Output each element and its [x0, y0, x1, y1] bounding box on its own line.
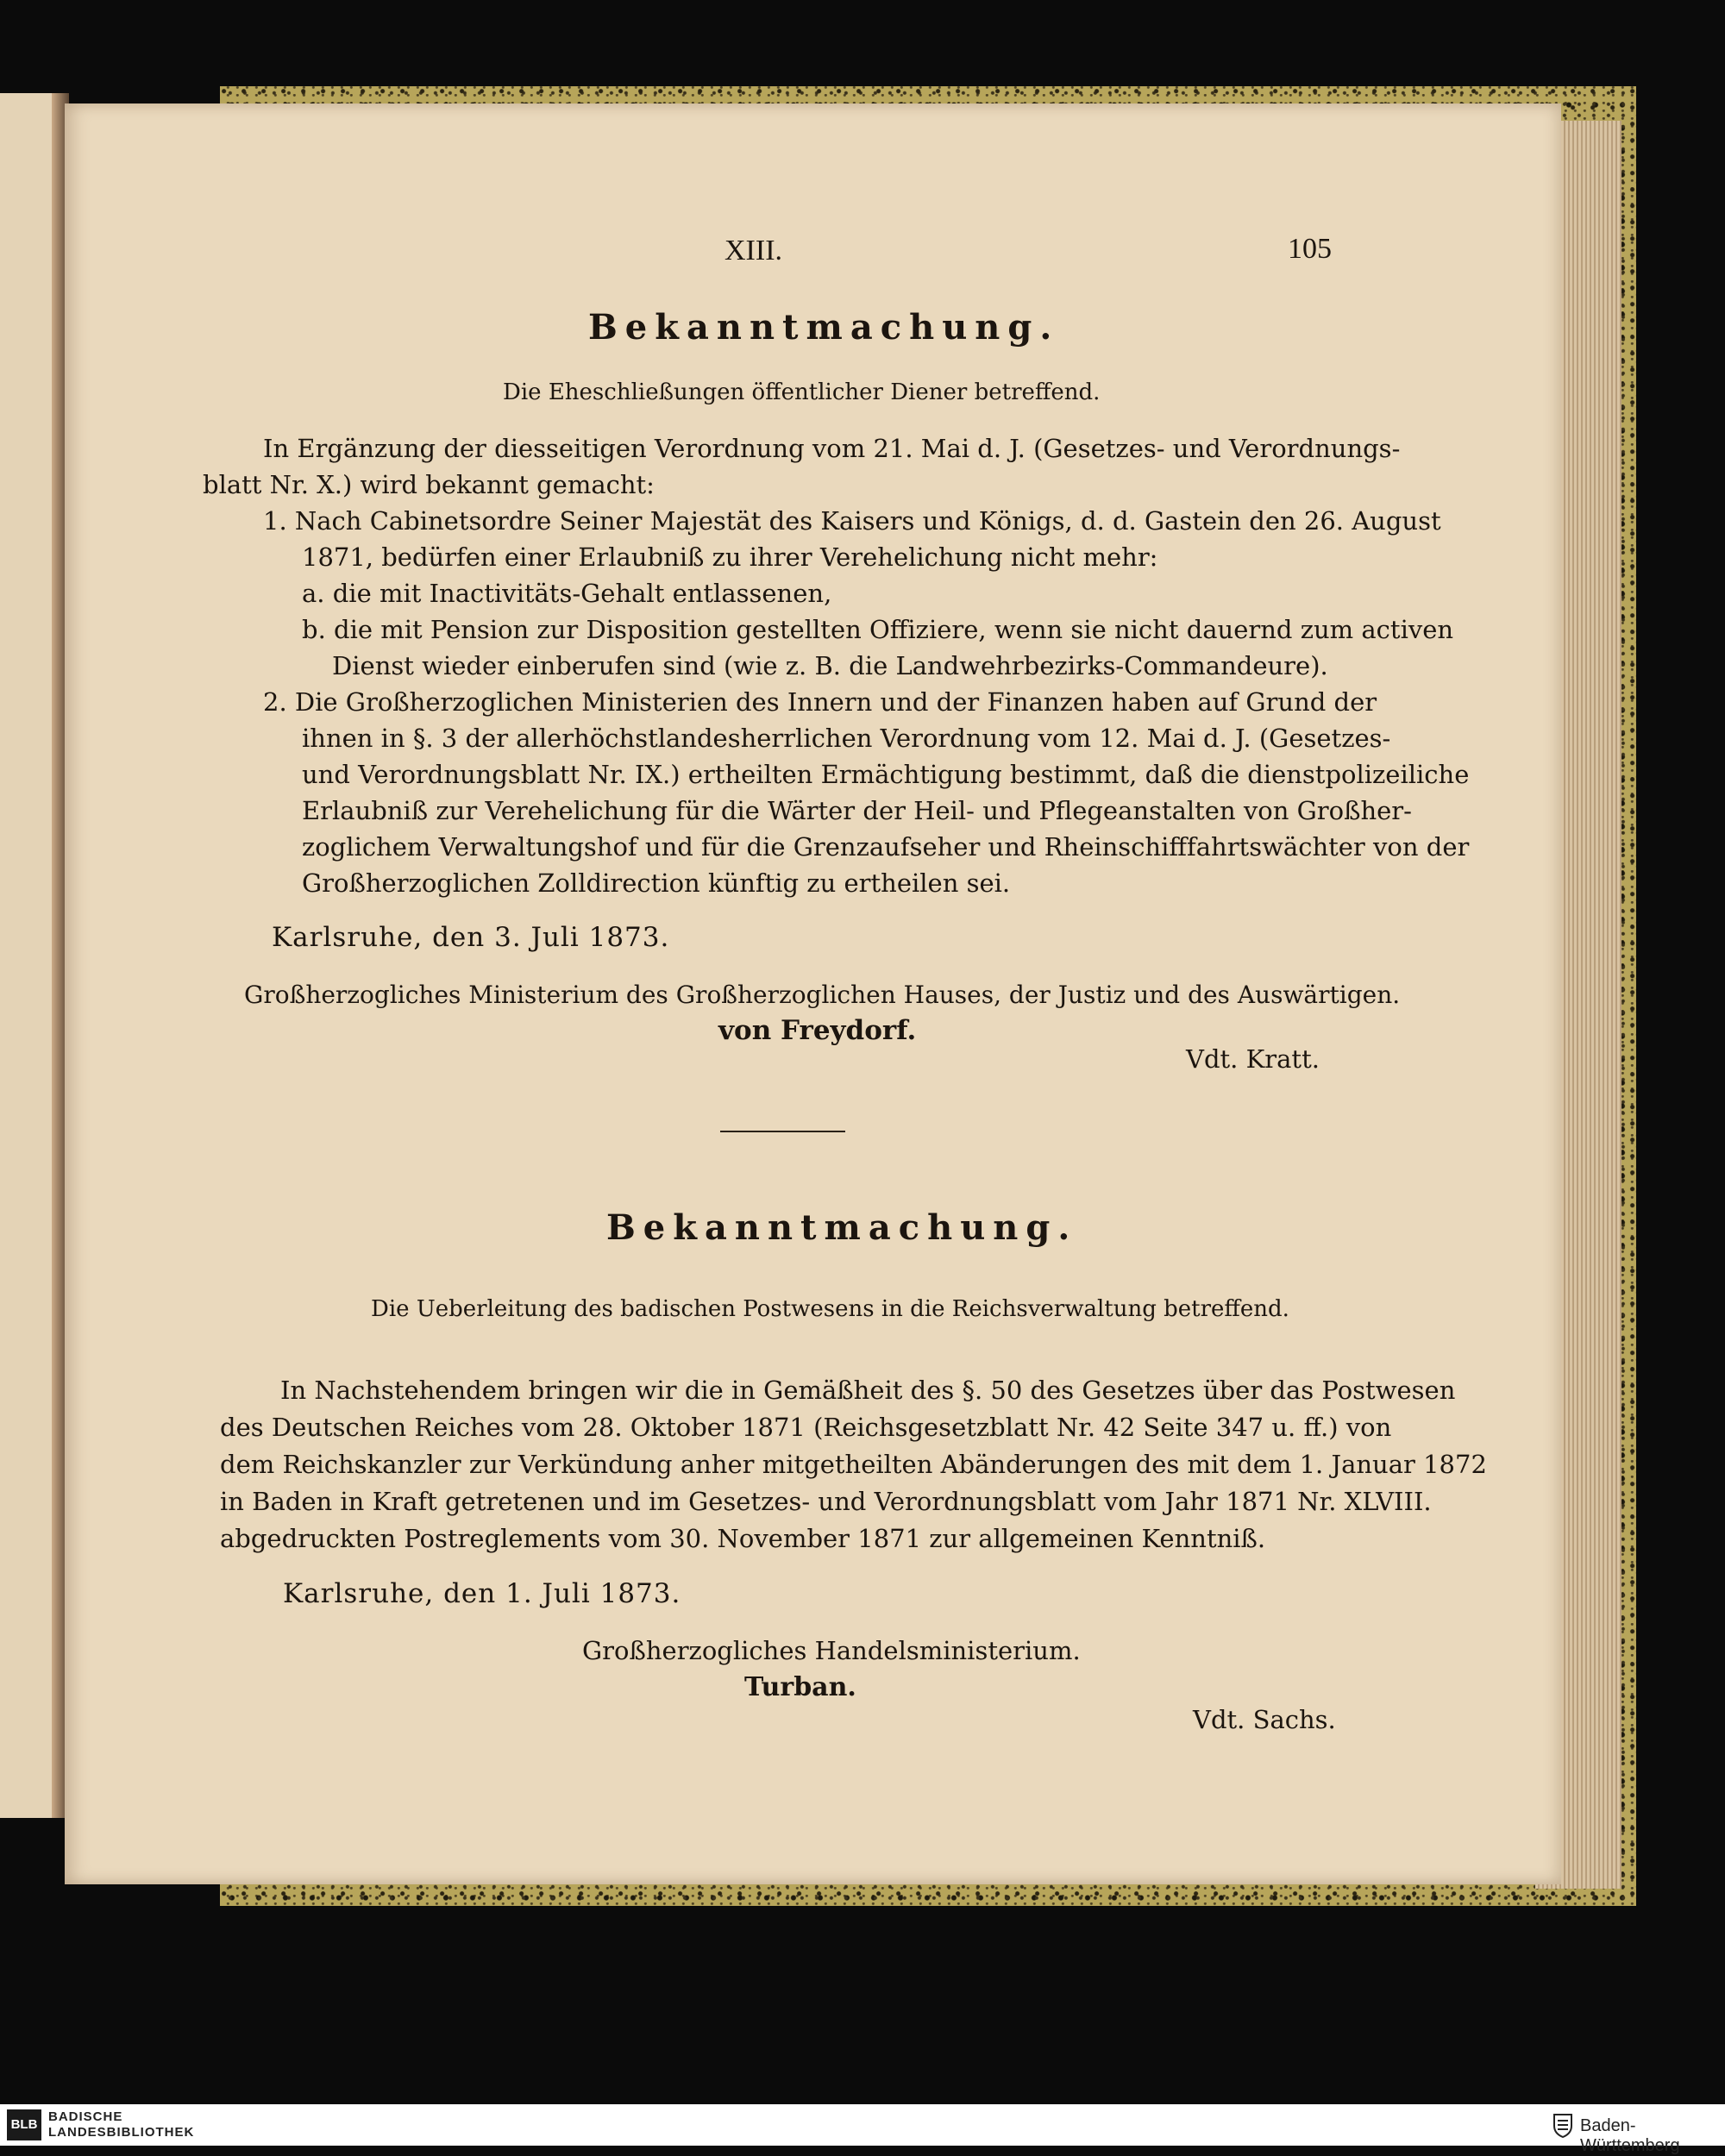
notice2-line3: dem Reichskanzler zur Verkündung anher mitgetheilten Abänderungen des mit dem 1. Januar 1872	[220, 1450, 1487, 1479]
notice1-item1-line2: 1871, bedürfen einer Erlaubniß zu ihrer Verehelichung nicht mehr:	[302, 542, 1158, 572]
notice2-signatory: Turban.	[744, 1672, 856, 1702]
notice2-countersign: Vdt. Sachs.	[1193, 1705, 1336, 1734]
notice1-item2-line5: zoglichem Verwaltungshof und für die Grenzaufseher und Rheinschifffahrtswächter von der	[302, 832, 1470, 862]
notice1-item2-line4: Erlaubniß zur Verehelichung für die Wärter der Heil- und Pflegeanstalten von Großher-	[302, 796, 1412, 825]
notice1-subject: Die Eheschließungen öffentlicher Diener betreffend.	[503, 379, 1101, 405]
notice2-place-date: Karlsruhe, den 1. Juli 1873.	[283, 1578, 681, 1609]
notice2-ministry: Großherzogliches Handelsministerium.	[582, 1636, 1081, 1665]
notice2-line5: abgedruckten Postreglements vom 30. November 1871 zur allgemeinen Kenntniß.	[220, 1524, 1266, 1553]
blb-logo: BLB	[7, 2109, 41, 2140]
notice1-intro-line2: blatt Nr. X.) wird bekannt gemacht:	[203, 470, 655, 499]
region-label: Baden-Württemberg	[1580, 2116, 1680, 2155]
notice1-item1b-line1: b. die mit Pension zur Disposition gestellten Offiziere, wenn sie nicht dauernd zum activen	[302, 615, 1454, 644]
notice1-item2-line2: ihnen in §. 3 der allerhöchstlandesherrlichen Verordnung vom 12. Mai d. J. (Gesetzes-	[302, 724, 1391, 753]
notice2-line4: in Baden in Kraft getretenen und im Gesetzes- und Verordnungsblatt vom Jahr 1871 Nr. XLVIII.	[220, 1487, 1432, 1516]
notice1-item2-line3: und Verordnungsblatt Nr. IX.) ertheilten Ermächtigung bestimmt, daß die dienstpolizeiliche	[302, 760, 1470, 789]
notice1-ministry: Großherzogliches Ministerium des Großherzoglichen Hauses, der Justiz und des Auswärtigen.	[244, 981, 1401, 1009]
library-name-line2: LANDESBIBLIOTHEK	[48, 2125, 195, 2140]
notice1-heading: Bekanntmachung.	[588, 307, 1060, 348]
notice2-line1: In Nachstehendem bringen wir die in Gemäßheit des §. 50 des Gesetzes über das Postwesen	[280, 1376, 1456, 1405]
section-divider	[720, 1131, 845, 1132]
viewer-footer	[0, 2104, 1725, 2155]
notice1-item1-line1: 1. Nach Cabinetsordre Seiner Majestät des Kaisers und Königs, d. d. Gastein den 26. August	[263, 506, 1441, 536]
notice1-item1a: a. die mit Inactivitäts-Gehalt entlassenen,	[302, 579, 832, 608]
notice1-item2-line6: Großherzoglichen Zolldirection künftig zu ertheilen sei.	[302, 868, 1011, 898]
notice1-item2-line1: 2. Die Großherzoglichen Ministerien des Innern und der Finanzen haben auf Grund der	[263, 687, 1377, 717]
notice1-item1b-line2: Dienst wieder einberufen sind (wie z. B. die Landwehrbezirks-Commandeure).	[332, 651, 1328, 680]
document-page	[65, 103, 1561, 1884]
notice1-place-date: Karlsruhe, den 3. Juli 1873.	[272, 922, 670, 953]
notice1-countersign: Vdt. Kratt.	[1186, 1044, 1320, 1074]
notice2-subject: Die Ueberleitung des badischen Postwesens in die Reichsverwaltung betreffend.	[371, 1296, 1289, 1322]
page-number: 105	[1288, 233, 1332, 265]
notice1-signatory: von Freydorf.	[718, 1015, 917, 1046]
section-numeral: XIII.	[724, 235, 783, 266]
state-emblem-icon	[1552, 2112, 1573, 2138]
notice2-line2: des Deutschen Reiches vom 28. Oktober 1871 (Reichsgesetzblatt Nr. 42 Seite 347 u. ff.) von	[220, 1413, 1392, 1442]
notice1-intro-line1: In Ergänzung der diesseitigen Verordnung vom 21. Mai d. J. (Gesetzes- und Verordnungs-	[263, 434, 1401, 463]
notice2-heading: Bekanntmachung.	[606, 1207, 1078, 1248]
library-name-line1: BADISCHE	[48, 2109, 123, 2124]
